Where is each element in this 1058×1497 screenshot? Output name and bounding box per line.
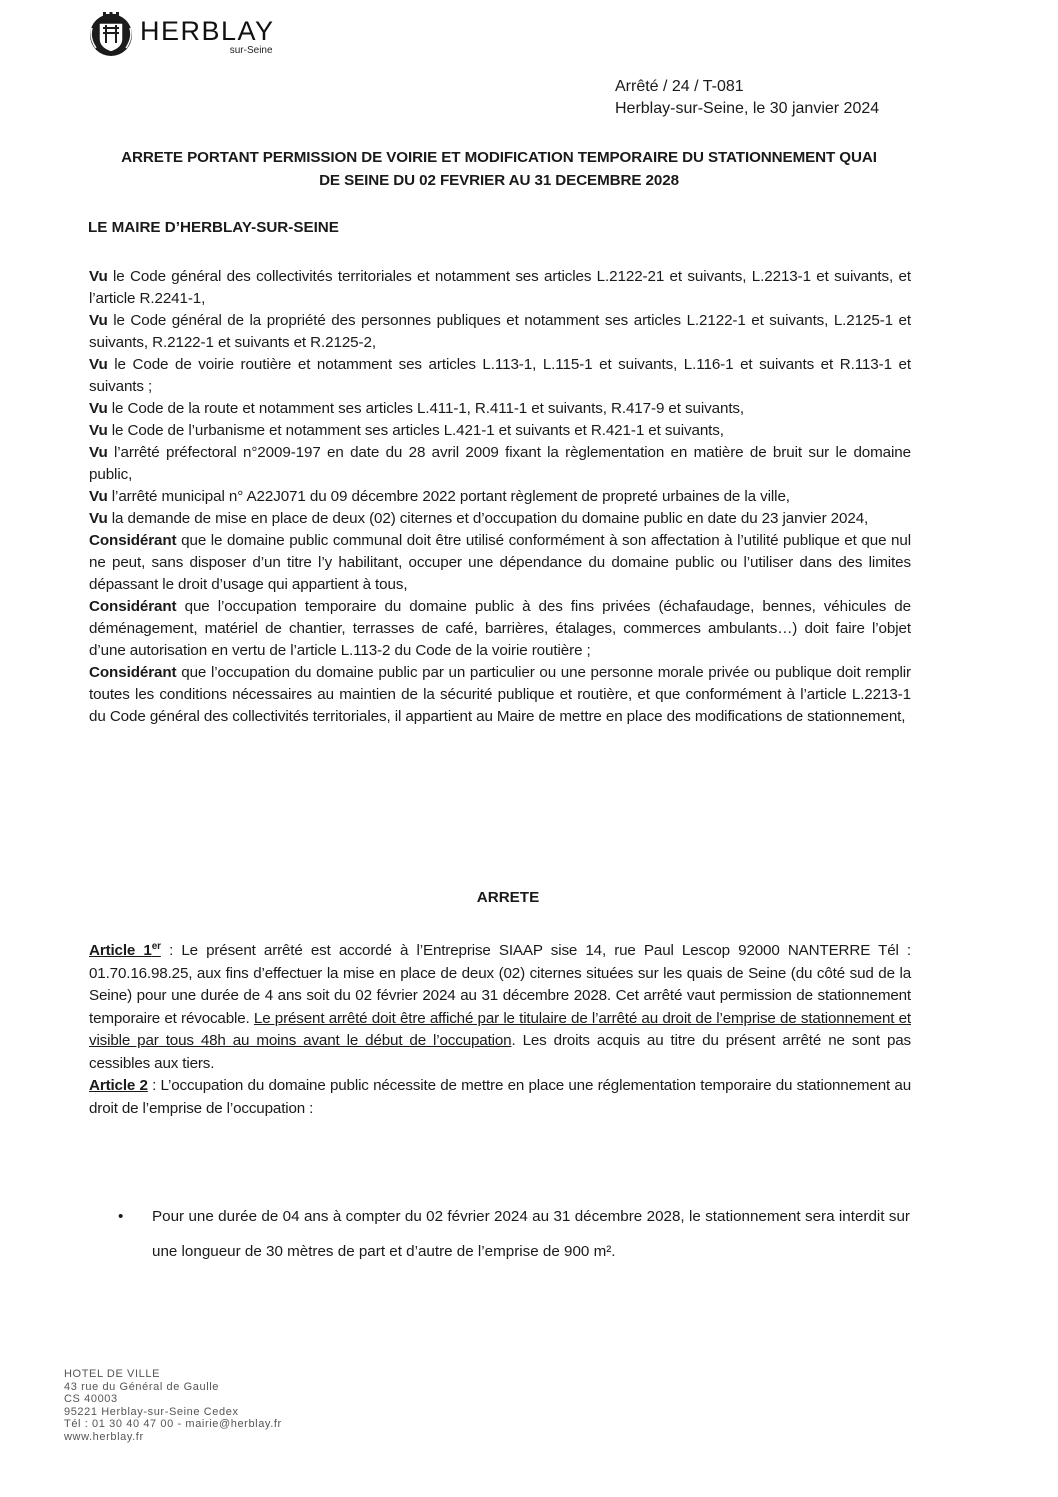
recital: Vu le Code général des collectivités territoriales et notamment ses articles L.2122-21 et suivants, L.2213-1 et suivants, et l’article R.2241-1,: [89, 268, 911, 307]
recital: Vu le Code de l’urbanisme et notamment ses articles L.421-1 et suivants et R.421-1 et suivants,: [89, 422, 724, 439]
decree-reference: Arrêté / 24 / T-081: [615, 78, 744, 95]
list-item: [118, 1199, 910, 1269]
recital: Considérant que le domaine public communal doit être utilisé conformément à son affectation à l’utilité publique et que nul ne peut, sans disposer d’un titre l’y habilitant, occuper une dépendance du domaine public ou l’utiliser dans des limites dépassant le droit d’usage qui appartient à tous,: [89, 532, 911, 593]
parking-restriction: Pour une durée de 04 ans à compter du 02 février 2024 au 31 décembre 2028, le stationnement sera interdit sur une longueur de 30 mètres de part et d’autre de l’emprise de 900 m².: [152, 1208, 910, 1260]
recital: Considérant que l’occupation temporaire du domaine public à des fins privées (échafaudage, bennes, véhicules de déménagement, matériel de chantier, terrasses de café, barrières, étalages, commerces ambulants…) doit faire l’objet d’une autorisation en vertu de l’article L.113-2 du Code de la voirie routière ;: [89, 598, 911, 659]
logo-subtitle: sur-Seine: [229, 45, 273, 56]
title-line-2: DE SEINE DU 02 FEVRIER AU 31 DECEMBRE 2028: [319, 172, 679, 189]
coat-of-arms-icon: [88, 10, 134, 58]
town-logo: [88, 10, 275, 60]
article-2-label: Article 2: [89, 1077, 148, 1095]
recital: Vu le Code général de la propriété des personnes publiques et notamment ses articles L.2122-1 et suivants, L.2125-1 et suivants, R.2122-1 et suivants et R.2125-2,: [89, 312, 911, 351]
logo-wordmark: HERBLAY: [140, 16, 275, 46]
recital: Vu la demande de mise en place de deux (02) citernes et d’occupation du domaine public en date du 23 janvier 2024,: [89, 510, 869, 527]
recital: Vu le Code de voirie routière et notamment ses articles L.113-1, L.115-1 et suivants, L.116-1 et suivants et R.113-1 et suivants ;: [89, 356, 911, 395]
articles: [89, 936, 911, 1120]
document-title: [88, 146, 910, 192]
decision-heading: ARRETE: [476, 889, 540, 906]
recital: Considérant que l’occupation du domaine public par un particulier ou une personne morale privée ou publique doit remplir toutes les conditions nécessaires au maintien de la sécurité publique et routière, et que conformément à l’article L.2213-1 du Code général des collectivités territoriales, il appartient au Maire de mettre en place des modifications de stationnement,: [89, 664, 911, 725]
bullet-icon: •: [118, 1208, 124, 1225]
town-hall-address: HOTEL DE VILLE 43 rue du Général de Gaulle CS 40003 95221 Herblay-sur-Seine Cedex Tél : 01 30 40 47 00 - mairie@herblay.fr www.herblay.fr: [64, 1368, 282, 1443]
article-1: Article 1er : Le présent arrêté est accordé à l’Entreprise SIAAP sise 14, rue Paul Lescop 92000 NANTERRE Tél : 01.70.16.98.25, aux fins d’effectuer la mise en place de deux (02) citernes situées sur les quais de Seine (du côté sud de la Seine) pour une durée de 4 ans soit du 02 février 2024 au 31 décembre 2028. Cet arrêté vaut permission de stationnement temporaire et révocable. Le présent arrêté doit être affiché par le titulaire de l’arrêté au droit de l’emprise de stationnement et visible par tous 48h au moins avant le début de l’occupation. Les droits acquis au titre du présent arrêté ne sont pas cessibles aux tiers.: [89, 941, 911, 1072]
posting-requirement: Le présent arrêté doit être affiché par le titulaire de l’arrêté au droit de l’emprise de stationnement et visible par tous 48h au moins avant le début de l’occupation: [89, 1009, 911, 1050]
place-and-date: Herblay-sur-Seine, le 30 janvier 2024: [615, 100, 880, 117]
recital: Vu l’arrêté municipal n° A22J071 du 09 décembre 2022 portant règlement de propreté urbaines de la ville,: [89, 488, 790, 505]
article-2: Article 2 : L’occupation du domaine public nécessite de mettre en place une réglementation temporaire du stationnement au droit de l’emprise de l’occupation :: [89, 1077, 911, 1117]
title-line-1: ARRETE PORTANT PERMISSION DE VOIRIE ET MODIFICATION TEMPORAIRE DU STATIONNEMENT QUAI: [121, 149, 877, 166]
recital: Vu l’arrêté préfectoral n°2009-197 en date du 28 avril 2009 fixant la règlementation en matière de bruit sur le domaine public,: [89, 444, 911, 483]
recital: Vu le Code de la route et notamment ses articles L.411-1, R.411-1 et suivants, R.417-9 et suivants,: [89, 400, 745, 417]
article-1-label: Article 1er: [89, 941, 161, 960]
issuing-authority: LE MAIRE D’HERBLAY-SUR-SEINE: [88, 219, 339, 236]
recitals: [89, 266, 911, 728]
reference-block: [615, 76, 879, 120]
